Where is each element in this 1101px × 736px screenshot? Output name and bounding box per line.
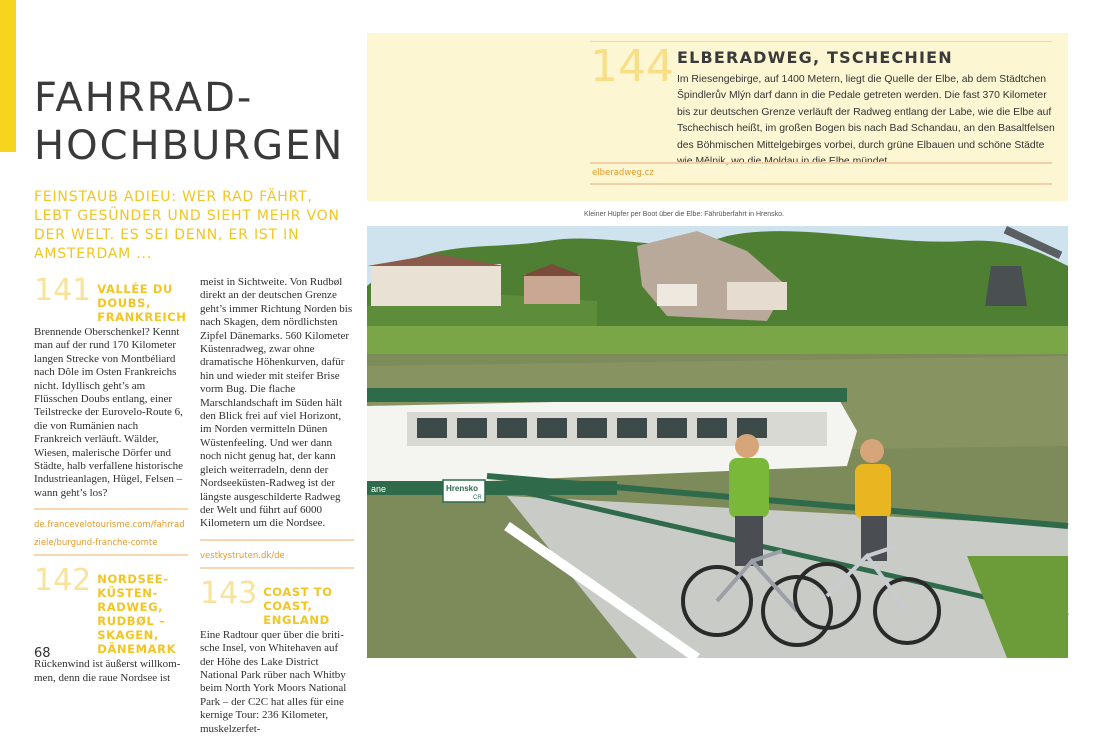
building-hotel: [371, 264, 501, 306]
entry-144-name: ELBERADWEG, TSCHECHIEN: [677, 48, 953, 67]
subtitle: FEINSTAUB ADIEU: WER RAD FÄHRT, LEBT GESÜNDER UND SIEHT MEHR VON DER WELT. ES SEI DENN, ER IST IN AMSTERDAM ...: [34, 189, 340, 262]
ferry-photo: [367, 226, 1068, 658]
entry-142-link[interactable]: vestkystruten.dk/de: [200, 550, 285, 561]
page-title: FAHRRAD- HOCHBURGEN: [34, 75, 345, 169]
entry-142-number: 142: [34, 563, 92, 599]
ferry-illustration: [367, 226, 1068, 658]
entry-144-link[interactable]: elberadweg.cz: [592, 168, 654, 178]
cyclist-1-head: [735, 434, 759, 458]
entry-142-heading: [34, 563, 188, 657]
accent-bar: [0, 0, 16, 152]
boat-name-text: ane: [371, 484, 387, 494]
entry-141-name: VALLÉE DU DOUBS, FRANKREICH: [97, 282, 187, 324]
entry-144-body: Im Riesengebirge, auf 1400 Metern, liegt die Quelle der Elbe, ab dem Städtchen Špindlerův Mlýn darf dann in die Pedale getreten werden. Die fast 370 Kilometer bis zur deutschen Grenze verläuft der Radweg entlang der Labe, wie die Elbe auf Tschechisch heißt, im großen Bogen bis nach Bad Schandau, an den Basaltfelsen des Böhmischen Mittelgebirges vorbei, durch grüne Elbauen und schöne Städte wie Mělnik, wo die Moldau in die Elbe mündet.: [677, 74, 1055, 168]
entry-143-heading: [200, 575, 354, 627]
entry-142-link-block: [200, 539, 354, 569]
entry-141-link[interactable]: de.francevelotourisme.com/fahrradziele/burgund-franche-comte: [34, 520, 185, 549]
entry-144-divider-bottom: [590, 183, 1052, 185]
entry-142-body-continued: meist in Sichtweite. Von Rudbøl direkt an der deutschen Grenze geht’s immer Richtung Norden bis nach Skagen, dem nördlichsten Zipfel Dänemarks. 560 Kilometer Küstenradweg, zwar ohne dramatische Höhenkurven, dafür hin und wieder mit steifer Brise vorm Bug. Die flache Marschlandschaft im Süden hält den Blick frei auf viel Horizont, im Norden vermitteln Dünen Wüstenfeeling. Und wer dann noch nicht genug hat, der kann gleich weiterradeln, denn der Nordseeküsten-Radweg ist der längste ausgeschilderte Radweg der Welt und führt auf 6000 Kilometern um die Nordsee.: [200, 276, 353, 530]
cyclist-2-head: [860, 439, 884, 463]
entry-141-number: 141: [34, 273, 92, 308]
ferry-roof: [367, 388, 847, 402]
entry-141-link-block: [34, 508, 188, 556]
entry-142-name: NORDSEE-KÜSTEN-RADWEG, RUDBØL – SKAGEN, DÄNEMARK: [97, 572, 177, 657]
column-left: [34, 273, 188, 685]
hrensko-sign-text: Hrensko: [446, 484, 479, 493]
entry-144-divider-top: [590, 162, 1052, 164]
ferry-windows: [417, 418, 767, 438]
building-right: [727, 282, 787, 310]
lantern-icon: [985, 266, 1027, 306]
cyclist-2-shirt: [855, 464, 891, 519]
photo-caption: Kleiner Hüpfer per Boot über die Elbe: Fährüberfahrt in Hrensko.: [584, 211, 784, 218]
entry-141-heading: [34, 273, 188, 324]
hrensko-sign-sub: CR: [473, 495, 482, 501]
entry-143-name: COAST TO COAST, ENGLAND: [263, 584, 333, 627]
page-number: 68: [34, 646, 51, 661]
entry-141-body: Brennende Oberschenkel? Kennt man auf der rund 170 Kilometer langen Strecke von Montbéliard nach Dôle im Osten Frankreichs nicht. Idyllisch geht’s am Flüsschen Doubs entlang, einer Teilstrecke der Eurovelo-Route 6, die von Rumänien nach Frankreich verläuft. Wälder, Wiesen, malerische Dörfer und Städte, halb verfallene historische Industrieanlagen, Hügel, Felsen – wann geht’s los?: [34, 326, 184, 499]
entry-142-body: Rückenwind ist äußerst willkommen, denn die raue Nordsee ist: [34, 658, 181, 684]
entry-143-body: Eine Radtour quer über die britische Insel, von Whitehaven auf der Höhe des Lake District National Park rüber nach Whitby beim North York Moors National Park – der C2C hat alles für eine kernige Tour: 236 Kilometer, muskelzerfet-: [200, 628, 347, 735]
entry-144-number: 144: [590, 41, 674, 92]
cyclist-1-shirt: [729, 458, 769, 518]
entry-143-number: 143: [200, 575, 258, 611]
building-small: [657, 284, 697, 306]
building-house: [524, 274, 580, 304]
column-middle: [200, 276, 354, 736]
